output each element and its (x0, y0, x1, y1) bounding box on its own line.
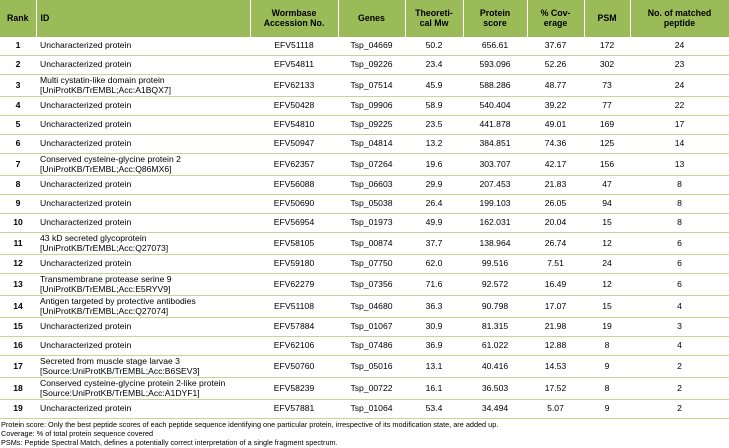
cell-rank: 3 (0, 75, 36, 97)
header-psm: PSM (584, 0, 630, 37)
header-score: Protein score (463, 0, 527, 37)
cell-gene: Tsp_05016 (338, 356, 405, 378)
cell-matched: 14 (630, 135, 729, 154)
cell-score: 36.503 (463, 378, 527, 400)
cell-psm: 19 (584, 318, 630, 337)
cell-gene: Tsp_00874 (338, 233, 405, 255)
cell-psm: 156 (584, 154, 630, 176)
cell-matched: 23 (630, 56, 729, 75)
cell-psm: 302 (584, 56, 630, 75)
cell-matched: 24 (630, 37, 729, 56)
protein-name: Multi cystatin-like domain protein (40, 74, 165, 85)
table-row (0, 318, 729, 337)
cell-matched: 4 (630, 337, 729, 356)
cell-id (36, 195, 250, 214)
cell-gene: Tsp_06603 (338, 176, 405, 195)
cell-score: 656.61 (463, 37, 527, 56)
cell-score: 92.572 (463, 274, 527, 296)
protein-name: Transmembrane protease serine 9 (40, 273, 172, 284)
cell-mw: 30.9 (405, 318, 463, 337)
table-row (0, 214, 729, 233)
cell-id (36, 233, 250, 255)
cell-coverage: 17.52 (527, 378, 584, 400)
cell-score: 81.315 (463, 318, 527, 337)
protein-name: Uncharacterized protein (40, 179, 132, 190)
cell-mw: 29.9 (405, 176, 463, 195)
cell-psm: 73 (584, 75, 630, 97)
protein-source: [UniProtKB/TrEMBL;Acc:A1BQX7] (40, 84, 172, 95)
cell-gene: Tsp_09906 (338, 97, 405, 116)
cell-mw: 16.1 (405, 378, 463, 400)
cell-psm: 47 (584, 176, 630, 195)
cell-mw: 50.2 (405, 37, 463, 56)
cell-matched: 4 (630, 296, 729, 318)
cell-coverage: 26.05 (527, 195, 584, 214)
cell-psm: 172 (584, 37, 630, 56)
table-row (0, 75, 729, 97)
cell-accession: EFV54810 (250, 116, 338, 135)
cell-coverage: 26.74 (527, 233, 584, 255)
cell-matched: 6 (630, 274, 729, 296)
cell-rank: 7 (0, 154, 36, 176)
cell-gene: Tsp_05038 (338, 195, 405, 214)
protein-source: [Source:UniProtKB/TrEMBL;Acc:A1DYF1] (40, 387, 200, 398)
cell-rank: 12 (0, 255, 36, 274)
cell-mw: 58.9 (405, 97, 463, 116)
table-row (0, 37, 729, 56)
cell-score: 61.022 (463, 337, 527, 356)
cell-accession: EFV51108 (250, 296, 338, 318)
cell-score: 441.878 (463, 116, 527, 135)
cell-gene: Tsp_01064 (338, 400, 405, 419)
cell-mw: 36.3 (405, 296, 463, 318)
footnote-coverage: Coverage: % of total protein sequence covered (1, 429, 154, 439)
cell-mw: 53.4 (405, 400, 463, 419)
cell-coverage: 21.98 (527, 318, 584, 337)
protein-name: Uncharacterized protein (40, 198, 132, 209)
cell-gene: Tsp_09226 (338, 56, 405, 75)
cell-id (36, 154, 250, 176)
footnotes (0, 420, 729, 447)
table-row (0, 255, 729, 274)
cell-gene: Tsp_09225 (338, 116, 405, 135)
cell-psm: 9 (584, 356, 630, 378)
cell-accession: EFV58239 (250, 378, 338, 400)
cell-psm: 125 (584, 135, 630, 154)
cell-rank: 13 (0, 274, 36, 296)
table-row (0, 233, 729, 255)
cell-score: 199.103 (463, 195, 527, 214)
cell-accession: EFV62357 (250, 154, 338, 176)
cell-rank: 14 (0, 296, 36, 318)
header-genes: Genes (338, 0, 405, 37)
cell-gene: Tsp_01067 (338, 318, 405, 337)
cell-accession: EFV58105 (250, 233, 338, 255)
protein-name: Antigen targeted by protective antibodies (40, 295, 196, 306)
cell-psm: 12 (584, 274, 630, 296)
cell-mw: 36.9 (405, 337, 463, 356)
cell-psm: 8 (584, 378, 630, 400)
cell-rank: 6 (0, 135, 36, 154)
cell-gene: Tsp_07264 (338, 154, 405, 176)
cell-coverage: 48.77 (527, 75, 584, 97)
protein-source: [UniProtKB/TrEMBL;Acc:Q86MX6] (40, 163, 172, 174)
cell-accession: EFV59180 (250, 255, 338, 274)
protein-source: [UniProtKB/TrEMBL;Acc:E5RYV9] (40, 283, 171, 294)
cell-accession: EFV56954 (250, 214, 338, 233)
cell-matched: 24 (630, 75, 729, 97)
protein-name: Uncharacterized protein (40, 138, 132, 149)
cell-matched: 2 (630, 400, 729, 419)
cell-rank: 8 (0, 176, 36, 195)
table-row (0, 274, 729, 296)
cell-accession: EFV54811 (250, 56, 338, 75)
protein-name: Secreted from muscle stage larvae 3 (40, 355, 180, 366)
protein-name: Uncharacterized protein (40, 119, 132, 130)
cell-mw: 45.9 (405, 75, 463, 97)
cell-mw: 37.7 (405, 233, 463, 255)
cell-matched: 2 (630, 356, 729, 378)
cell-accession: EFV62279 (250, 274, 338, 296)
cell-matched: 17 (630, 116, 729, 135)
cell-matched: 6 (630, 255, 729, 274)
cell-id (36, 356, 250, 378)
protein-name: Uncharacterized protein (40, 100, 132, 111)
cell-psm: 24 (584, 255, 630, 274)
cell-matched: 3 (630, 318, 729, 337)
cell-score: 34.494 (463, 400, 527, 419)
cell-matched: 8 (630, 176, 729, 195)
cell-gene: Tsp_07750 (338, 255, 405, 274)
cell-id (36, 176, 250, 195)
table-header-row (0, 0, 729, 37)
cell-mw: 71.6 (405, 274, 463, 296)
cell-score: 303.707 (463, 154, 527, 176)
cell-mw: 13.2 (405, 135, 463, 154)
header-mw: Theoreti- cal Mw (405, 0, 463, 37)
cell-rank: 10 (0, 214, 36, 233)
header-id: ID (36, 0, 250, 37)
cell-id (36, 97, 250, 116)
cell-matched: 6 (630, 233, 729, 255)
cell-id (36, 116, 250, 135)
cell-score: 99.516 (463, 255, 527, 274)
cell-gene: Tsp_07514 (338, 75, 405, 97)
cell-accession: EFV50428 (250, 97, 338, 116)
cell-gene: Tsp_04669 (338, 37, 405, 56)
cell-gene: Tsp_04680 (338, 296, 405, 318)
cell-id (36, 75, 250, 97)
cell-score: 540.404 (463, 97, 527, 116)
footnote-psm: PSMs: Peptide Spectral Match, defines a potentially correct interpretation of a single fragment spectrum. (1, 438, 338, 448)
protein-name: Uncharacterized protein (40, 321, 132, 332)
cell-psm: 12 (584, 233, 630, 255)
cell-score: 138.964 (463, 233, 527, 255)
cell-coverage: 5.07 (527, 400, 584, 419)
protein-name: Uncharacterized protein (40, 403, 132, 414)
cell-gene: Tsp_07486 (338, 337, 405, 356)
cell-psm: 77 (584, 97, 630, 116)
cell-psm: 15 (584, 296, 630, 318)
cell-rank: 9 (0, 195, 36, 214)
cell-score: 207.453 (463, 176, 527, 195)
cell-mw: 26.4 (405, 195, 463, 214)
cell-mw: 49.9 (405, 214, 463, 233)
cell-rank: 18 (0, 378, 36, 400)
table-body (0, 37, 729, 419)
cell-rank: 19 (0, 400, 36, 419)
cell-psm: 15 (584, 214, 630, 233)
cell-score: 384.851 (463, 135, 527, 154)
cell-accession: EFV50690 (250, 195, 338, 214)
cell-coverage: 49.01 (527, 116, 584, 135)
protein-name: Uncharacterized protein (40, 217, 132, 228)
header-coverage: % Cov- erage (527, 0, 584, 37)
protein-name: Uncharacterized protein (40, 258, 132, 269)
cell-score: 90.798 (463, 296, 527, 318)
header-matched: No. of matched peptide (630, 0, 729, 37)
cell-mw: 13.1 (405, 356, 463, 378)
cell-rank: 2 (0, 56, 36, 75)
cell-mw: 23.4 (405, 56, 463, 75)
cell-psm: 8 (584, 337, 630, 356)
table-row (0, 195, 729, 214)
cell-coverage: 12.88 (527, 337, 584, 356)
cell-accession: EFV57884 (250, 318, 338, 337)
cell-coverage: 21.83 (527, 176, 584, 195)
cell-id (36, 255, 250, 274)
table-row (0, 400, 729, 419)
cell-accession: EFV56088 (250, 176, 338, 195)
table-row (0, 135, 729, 154)
protein-name: Conserved cysteine-glycine protein 2 (40, 153, 181, 164)
protein-name: Conserved cysteine-glycine protein 2-like protein (40, 377, 226, 388)
table-row (0, 296, 729, 318)
protein-name: Uncharacterized protein (40, 40, 132, 51)
cell-id (36, 337, 250, 356)
cell-rank: 4 (0, 97, 36, 116)
protein-source: [Source:UniProtKB/TrEMBL;Acc:B6SEV3] (40, 365, 200, 376)
table-row (0, 97, 729, 116)
table-row (0, 56, 729, 75)
cell-gene: Tsp_07356 (338, 274, 405, 296)
cell-id (36, 274, 250, 296)
cell-coverage: 17.07 (527, 296, 584, 318)
cell-rank: 1 (0, 37, 36, 56)
cell-id (36, 135, 250, 154)
cell-id (36, 400, 250, 419)
table-row (0, 378, 729, 400)
cell-mw: 23.5 (405, 116, 463, 135)
cell-matched: 22 (630, 97, 729, 116)
cell-accession: EFV50760 (250, 356, 338, 378)
cell-coverage: 37.67 (527, 37, 584, 56)
cell-matched: 8 (630, 195, 729, 214)
protein-name: Uncharacterized protein (40, 340, 132, 351)
cell-psm: 94 (584, 195, 630, 214)
footnote-protein-score: Protein score: Only the best peptide scores of each peptide sequence identifying one particular protein, irrespective of its modification state, are added up. (1, 420, 499, 429)
cell-coverage: 16.49 (527, 274, 584, 296)
cell-coverage: 74.36 (527, 135, 584, 154)
cell-mw: 62.0 (405, 255, 463, 274)
cell-gene: Tsp_01973 (338, 214, 405, 233)
cell-matched: 8 (630, 214, 729, 233)
cell-psm: 9 (584, 400, 630, 419)
cell-accession: EFV62133 (250, 75, 338, 97)
cell-coverage: 20.04 (527, 214, 584, 233)
cell-rank: 5 (0, 116, 36, 135)
cell-accession: EFV50947 (250, 135, 338, 154)
cell-coverage: 52.26 (527, 56, 584, 75)
cell-coverage: 42.17 (527, 154, 584, 176)
cell-id (36, 378, 250, 400)
header-rank: Rank (0, 0, 36, 37)
protein-source: [UniProtKB/TrEMBL;Acc:Q27074] (40, 305, 169, 316)
cell-matched: 2 (630, 378, 729, 400)
cell-rank: 16 (0, 337, 36, 356)
cell-id (36, 214, 250, 233)
header-accession: Wormbase Accession No. (250, 0, 338, 37)
cell-gene: Tsp_00722 (338, 378, 405, 400)
cell-accession: EFV62106 (250, 337, 338, 356)
table-row (0, 154, 729, 176)
protein-source: [UniProtKB/TrEMBL;Acc:Q27073] (40, 242, 169, 253)
cell-rank: 15 (0, 318, 36, 337)
cell-id (36, 37, 250, 56)
cell-matched: 13 (630, 154, 729, 176)
cell-id (36, 318, 250, 337)
table-row (0, 337, 729, 356)
cell-accession: EFV57881 (250, 400, 338, 419)
cell-score: 162.031 (463, 214, 527, 233)
cell-rank: 11 (0, 233, 36, 255)
cell-id (36, 56, 250, 75)
cell-id (36, 296, 250, 318)
protein-name: 43 kD secreted glycoprotein (40, 232, 147, 243)
table-row (0, 176, 729, 195)
cell-accession: EFV51118 (250, 37, 338, 56)
cell-gene: Tsp_04814 (338, 135, 405, 154)
table-row (0, 116, 729, 135)
cell-score: 588.286 (463, 75, 527, 97)
cell-coverage: 39.22 (527, 97, 584, 116)
cell-score: 40.416 (463, 356, 527, 378)
table-row (0, 356, 729, 378)
cell-score: 593.096 (463, 56, 527, 75)
protein-name: Uncharacterized protein (40, 59, 132, 70)
cell-rank: 17 (0, 356, 36, 378)
cell-psm: 169 (584, 116, 630, 135)
cell-coverage: 7.51 (527, 255, 584, 274)
cell-mw: 19.6 (405, 154, 463, 176)
cell-coverage: 14.53 (527, 356, 584, 378)
